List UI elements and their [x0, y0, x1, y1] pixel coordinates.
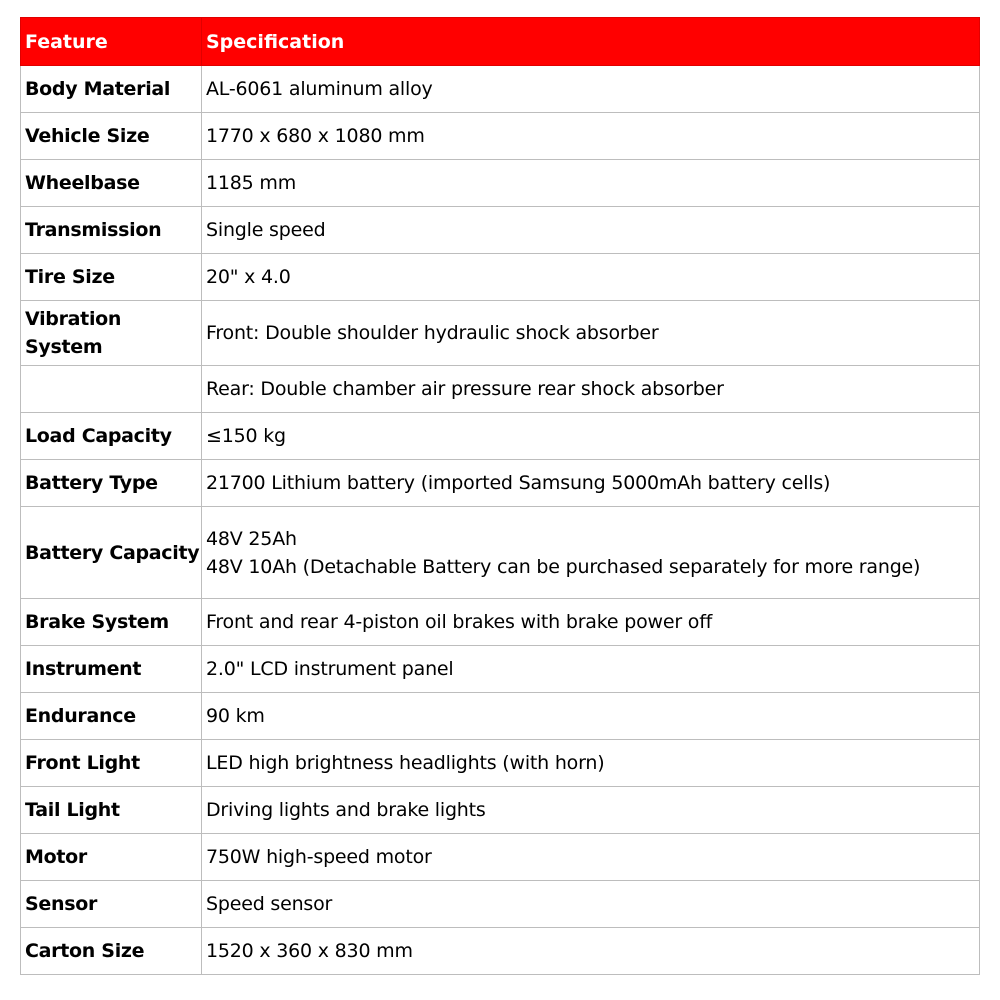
table-row — [21, 254, 980, 301]
specification-line: AL-6061 aluminum alloy — [206, 78, 433, 100]
table-row — [21, 881, 980, 928]
table-row — [21, 113, 980, 160]
feature-cell: Carton Size — [21, 928, 202, 975]
specification-line: 1185 mm — [206, 172, 297, 194]
specification-cell — [202, 834, 980, 881]
feature-cell: Vibration System — [21, 301, 202, 366]
specification-line: Rear: Double chamber air pressure rear shock absorber — [206, 378, 724, 400]
specification-line: 21700 Lithium battery (imported Samsung 5000mAh battery cells) — [206, 472, 831, 494]
table-row — [21, 413, 980, 460]
specification-cell — [202, 740, 980, 787]
table-row — [21, 507, 980, 599]
feature-cell: Wheelbase — [21, 160, 202, 207]
table-row — [21, 160, 980, 207]
feature-cell: Motor — [21, 834, 202, 881]
table-row — [21, 787, 980, 834]
specification-line: Front: Double shoulder hydraulic shock absorber — [206, 322, 659, 344]
specification-line: 750W high-speed motor — [206, 846, 432, 868]
specification-line: Speed sensor — [206, 893, 333, 915]
specification-cell — [202, 460, 980, 507]
feature-cell: Sensor — [21, 881, 202, 928]
table-row — [21, 366, 980, 413]
feature-cell: Tail Light — [21, 787, 202, 834]
table-row — [21, 740, 980, 787]
feature-cell: Brake System — [21, 599, 202, 646]
specification-line: Single speed — [206, 219, 326, 241]
specification-line: 2.0" LCD instrument panel — [206, 658, 454, 680]
table-row — [21, 599, 980, 646]
table-row — [21, 646, 980, 693]
table-header-row — [21, 18, 980, 66]
specification-line: Front and rear 4-piston oil brakes with brake power off — [206, 611, 713, 633]
column-header-feature: Feature — [21, 18, 202, 66]
column-header-specification: Specification — [202, 18, 980, 66]
specification-line: LED high brightness headlights (with horn) — [206, 752, 605, 774]
specification-cell — [202, 160, 980, 207]
specification-cell — [202, 787, 980, 834]
table-body — [21, 66, 980, 975]
specification-line: 48V 10Ah (Detachable Battery can be purchased separately for more range) — [206, 555, 921, 578]
specification-line: 90 km — [206, 705, 265, 727]
table-row — [21, 460, 980, 507]
specification-line: ≤150 kg — [206, 425, 286, 447]
specification-cell — [202, 646, 980, 693]
specification-line: Driving lights and brake lights — [206, 799, 486, 821]
table-row — [21, 928, 980, 975]
specification-line: 48V 25Ah — [206, 527, 297, 550]
table-row — [21, 207, 980, 254]
feature-cell — [21, 366, 202, 413]
specification-cell — [202, 254, 980, 301]
table-row — [21, 301, 980, 366]
specification-cell — [202, 66, 980, 113]
feature-cell: Load Capacity — [21, 413, 202, 460]
feature-cell: Tire Size — [21, 254, 202, 301]
feature-cell: Battery Type — [21, 460, 202, 507]
specification-cell — [202, 599, 980, 646]
specification-cell — [202, 113, 980, 160]
specification-cell — [202, 207, 980, 254]
specification-line: 20" x 4.0 — [206, 266, 291, 288]
specification-cell — [202, 301, 980, 366]
table-row — [21, 834, 980, 881]
specification-table — [20, 17, 980, 975]
specification-cell — [202, 881, 980, 928]
table-row — [21, 66, 980, 113]
specification-cell — [202, 693, 980, 740]
specification-cell — [202, 507, 980, 599]
specification-cell — [202, 366, 980, 413]
feature-cell: Endurance — [21, 693, 202, 740]
specification-line: 1520 x 360 x 830 mm — [206, 940, 413, 962]
feature-cell: Instrument — [21, 646, 202, 693]
feature-cell: Front Light — [21, 740, 202, 787]
feature-cell: Body Material — [21, 66, 202, 113]
feature-cell: Vehicle Size — [21, 113, 202, 160]
feature-cell: Battery Capacity — [21, 507, 202, 599]
specification-cell — [202, 928, 980, 975]
specification-cell — [202, 413, 980, 460]
table-row — [21, 693, 980, 740]
feature-cell: Transmission — [21, 207, 202, 254]
specification-line: 1770 x 680 x 1080 mm — [206, 125, 425, 147]
